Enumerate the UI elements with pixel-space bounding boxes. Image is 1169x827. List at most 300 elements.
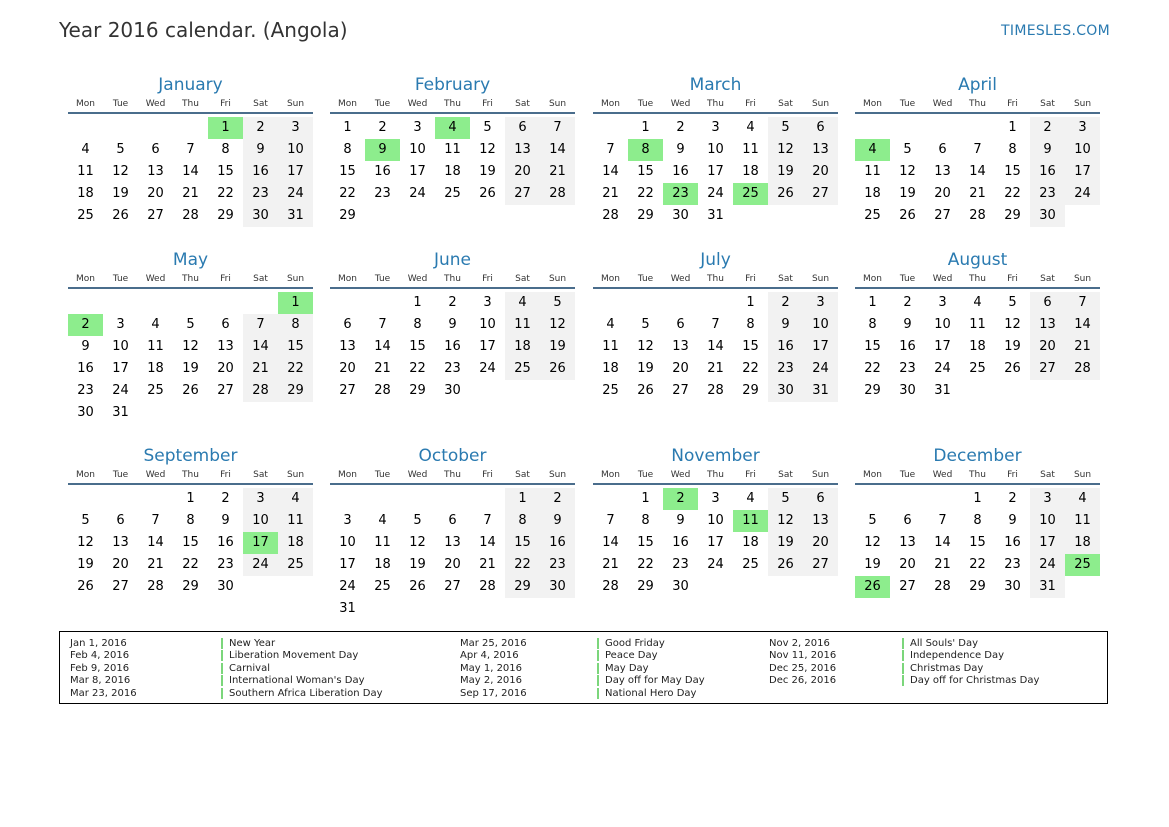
- day-cell: 25: [444, 186, 461, 201]
- day-cell: 31: [278, 205, 313, 227]
- empty-cell: [138, 117, 173, 139]
- day-cell: 6: [803, 117, 838, 139]
- empty-cell: [593, 292, 628, 314]
- day-cell: 1: [505, 488, 540, 510]
- day-cell: 4: [81, 142, 90, 157]
- day-cell: 7: [711, 317, 720, 332]
- day-cell: 9: [81, 339, 90, 354]
- day-cell: 26: [899, 208, 916, 223]
- day-cell: 16: [374, 164, 391, 179]
- day-cell: 5: [868, 513, 877, 528]
- day-cell: 9: [365, 139, 400, 161]
- day-cell: 9: [540, 510, 575, 532]
- day-cell: 2: [1008, 491, 1017, 506]
- day-cell: 28: [147, 579, 164, 594]
- day-cell: 16: [768, 336, 803, 358]
- day-cell: 15: [409, 339, 426, 354]
- day-cell: 18: [742, 164, 759, 179]
- holiday-name: Independence Day: [902, 650, 1004, 661]
- month-name: May: [172, 250, 209, 270]
- day-cell: 23: [217, 557, 234, 572]
- empty-cell: [173, 117, 208, 139]
- day-cell: 3: [711, 491, 720, 506]
- day-cell: 12: [768, 510, 803, 532]
- day-cell: 29: [742, 383, 759, 398]
- weekday-label: Sun: [286, 274, 305, 284]
- day-cell: 13: [505, 139, 540, 161]
- holiday-name: Carnival: [221, 663, 270, 674]
- day-cell: 26: [768, 554, 803, 576]
- day-cell: 7: [151, 513, 160, 528]
- empty-cell: [1065, 205, 1100, 227]
- day-cell: 1: [186, 491, 195, 506]
- day-cell: 11: [374, 535, 391, 550]
- day-cell: 24: [1030, 554, 1065, 576]
- day-cell: 3: [938, 295, 947, 310]
- day-cell: 16: [444, 339, 461, 354]
- empty-cell: [103, 117, 138, 139]
- day-cell: 3: [116, 317, 125, 332]
- empty-cell: [138, 402, 173, 424]
- empty-cell: [855, 488, 890, 510]
- day-cell: 28: [182, 208, 199, 223]
- day-cell: 21: [1065, 336, 1100, 358]
- day-cell: 31: [707, 208, 724, 223]
- empty-cell: [733, 576, 768, 598]
- holiday-name: Peace Day: [597, 650, 658, 661]
- weekday-label: Fri: [220, 470, 231, 480]
- day-cell: 30: [768, 380, 803, 402]
- weekday-label: Sun: [811, 274, 830, 284]
- day-cell: 30: [540, 576, 575, 598]
- day-cell: 31: [112, 405, 129, 420]
- day-cell: 2: [540, 488, 575, 510]
- weekday-label: Mon: [863, 99, 882, 109]
- day-cell: 26: [540, 358, 575, 380]
- empty-cell: [435, 598, 470, 620]
- day-cell: 30: [217, 579, 234, 594]
- weekday-label: Sat: [1040, 470, 1055, 480]
- day-cell: 19: [479, 164, 496, 179]
- empty-cell: [960, 380, 995, 402]
- day-cell: 14: [602, 164, 619, 179]
- day-cell: 2: [221, 491, 230, 506]
- weekday-label: Tue: [374, 99, 391, 109]
- day-cell: 17: [1065, 161, 1100, 183]
- month-august: [855, 249, 1100, 402]
- empty-cell: [68, 292, 103, 314]
- day-cell: 13: [803, 510, 838, 532]
- weekday-label: Wed: [407, 274, 428, 284]
- day-cell: 6: [803, 488, 838, 510]
- holiday-date: Feb 9, 2016: [70, 662, 130, 674]
- day-cell: 27: [1030, 358, 1065, 380]
- weekday-label: Fri: [745, 99, 756, 109]
- holiday-name: Day off for May Day: [597, 675, 705, 686]
- weekday-label: Tue: [637, 470, 654, 480]
- empty-cell: [208, 402, 243, 424]
- day-cell: 28: [540, 183, 575, 205]
- day-cell: 1: [641, 491, 650, 506]
- weekday-label: Sat: [1040, 274, 1055, 284]
- day-cell: 16: [217, 535, 234, 550]
- day-cell: 4: [435, 117, 470, 139]
- month-name: November: [671, 446, 760, 466]
- day-cell: 15: [1004, 164, 1021, 179]
- day-cell: 20: [934, 186, 951, 201]
- day-cell: 10: [278, 139, 313, 161]
- month-name: August: [947, 250, 1008, 270]
- weekday-header: [68, 96, 313, 114]
- day-cell: 22: [409, 361, 426, 376]
- empty-cell: [68, 117, 103, 139]
- day-cell: 18: [77, 186, 94, 201]
- day-cell: 13: [444, 535, 461, 550]
- month-november: [593, 445, 838, 598]
- day-cell: 26: [409, 579, 426, 594]
- weekday-label: Sat: [253, 99, 268, 109]
- day-cell: 12: [540, 314, 575, 336]
- day-cell: 10: [339, 535, 356, 550]
- day-cell: 13: [217, 339, 234, 354]
- day-cell: 16: [1030, 161, 1065, 183]
- day-cell: 12: [1004, 317, 1021, 332]
- weekday-label: Wed: [670, 470, 691, 480]
- empty-cell: [400, 205, 435, 227]
- day-cell: 28: [707, 383, 724, 398]
- day-cell: 7: [1065, 292, 1100, 314]
- day-cell: 19: [112, 186, 129, 201]
- empty-cell: [803, 205, 838, 227]
- day-cell: 17: [707, 164, 724, 179]
- day-cell: 14: [182, 164, 199, 179]
- day-cell: 31: [339, 601, 356, 616]
- day-cell: 29: [637, 208, 654, 223]
- weekday-header: [330, 96, 575, 114]
- weekday-label: Sun: [1073, 99, 1092, 109]
- day-cell: 29: [969, 579, 986, 594]
- day-cell: 12: [77, 535, 94, 550]
- day-cell: 26: [1004, 361, 1021, 376]
- weekday-label: Sun: [1073, 274, 1092, 284]
- days-grid: [855, 488, 1100, 598]
- day-cell: 28: [934, 579, 951, 594]
- weekday-label: Sat: [515, 99, 530, 109]
- day-cell: 9: [243, 139, 278, 161]
- day-cell: 29: [505, 576, 540, 598]
- weekday-label: Wed: [407, 470, 428, 480]
- day-cell: 5: [81, 513, 90, 528]
- day-cell: 14: [479, 535, 496, 550]
- day-cell: 1: [868, 295, 877, 310]
- month-name: June: [433, 250, 472, 270]
- day-cell: 12: [182, 339, 199, 354]
- empty-cell: [365, 598, 400, 620]
- holiday-date: Feb 4, 2016: [70, 650, 130, 662]
- day-cell: 12: [899, 164, 916, 179]
- day-cell: 14: [243, 336, 278, 358]
- weekday-label: Thu: [969, 274, 986, 284]
- day-cell: 3: [243, 488, 278, 510]
- holiday-name: Southern Africa Liberation Day: [221, 688, 383, 699]
- day-cell: 30: [243, 205, 278, 227]
- day-cell: 11: [505, 314, 540, 336]
- holiday-date: Sep 17, 2016: [460, 687, 527, 699]
- day-cell: 11: [742, 142, 759, 157]
- day-cell: 17: [803, 336, 838, 358]
- holiday-date: May 2, 2016: [460, 675, 523, 687]
- empty-cell: [768, 205, 803, 227]
- day-cell: 18: [864, 186, 881, 201]
- day-cell: 28: [602, 208, 619, 223]
- day-cell: 23: [899, 361, 916, 376]
- days-grid: [330, 488, 575, 620]
- weekday-label: Tue: [374, 470, 391, 480]
- day-cell: 15: [278, 336, 313, 358]
- day-cell: 6: [116, 513, 125, 528]
- empty-cell: [400, 488, 435, 510]
- day-cell: 1: [278, 292, 313, 314]
- day-cell: 24: [934, 361, 951, 376]
- day-cell: 11: [969, 317, 986, 332]
- day-cell: 26: [182, 383, 199, 398]
- day-cell: 25: [505, 358, 540, 380]
- day-cell: 13: [899, 535, 916, 550]
- day-cell: 27: [444, 579, 461, 594]
- weekday-label: Thu: [969, 99, 986, 109]
- day-cell: 7: [938, 513, 947, 528]
- day-cell: 4: [746, 491, 755, 506]
- day-cell: 16: [1004, 535, 1021, 550]
- weekday-label: Tue: [637, 99, 654, 109]
- day-cell: 13: [112, 535, 129, 550]
- month-march: [593, 74, 838, 227]
- day-cell: 4: [746, 120, 755, 135]
- day-cell: 13: [339, 339, 356, 354]
- day-cell: 15: [637, 535, 654, 550]
- day-cell: 25: [147, 383, 164, 398]
- day-cell: 9: [768, 314, 803, 336]
- day-cell: 30: [1004, 579, 1021, 594]
- empty-cell: [103, 488, 138, 510]
- day-cell: 3: [803, 292, 838, 314]
- day-cell: 5: [413, 513, 422, 528]
- month-april: [855, 74, 1100, 227]
- day-cell: 2: [903, 295, 912, 310]
- day-cell: 28: [1065, 358, 1100, 380]
- weekday-header: [330, 271, 575, 289]
- day-cell: 14: [707, 339, 724, 354]
- weekday-header: [855, 271, 1100, 289]
- weekday-label: Mon: [76, 274, 95, 284]
- weekday-header: [593, 271, 838, 289]
- day-cell: 12: [768, 139, 803, 161]
- day-cell: 4: [1065, 488, 1100, 510]
- weekday-label: Fri: [220, 99, 231, 109]
- day-cell: 13: [672, 339, 689, 354]
- day-cell: 3: [483, 295, 492, 310]
- empty-cell: [470, 598, 505, 620]
- day-cell: 20: [803, 532, 838, 554]
- day-cell: 18: [147, 361, 164, 376]
- day-cell: 20: [339, 361, 356, 376]
- day-cell: 6: [448, 513, 457, 528]
- day-cell: 18: [969, 339, 986, 354]
- empty-cell: [243, 292, 278, 314]
- day-cell: 8: [413, 317, 422, 332]
- holiday-date: May 1, 2016: [460, 662, 523, 674]
- empty-cell: [960, 117, 995, 139]
- day-cell: 12: [637, 339, 654, 354]
- day-cell: 8: [628, 139, 663, 161]
- days-grid: [68, 117, 313, 227]
- day-cell: 22: [278, 358, 313, 380]
- empty-cell: [628, 292, 663, 314]
- weekday-label: Mon: [338, 470, 357, 480]
- day-cell: 5: [641, 317, 650, 332]
- day-cell: 15: [339, 164, 356, 179]
- day-cell: 6: [221, 317, 230, 332]
- day-cell: 29: [1004, 208, 1021, 223]
- day-cell: 9: [676, 513, 685, 528]
- day-cell: 27: [339, 383, 356, 398]
- day-cell: 26: [77, 579, 94, 594]
- weekday-label: Thu: [182, 99, 199, 109]
- weekday-label: Tue: [112, 470, 129, 480]
- day-cell: 20: [803, 161, 838, 183]
- day-cell: 5: [768, 488, 803, 510]
- day-cell: 23: [1030, 183, 1065, 205]
- empty-cell: [505, 380, 540, 402]
- day-cell: 8: [186, 513, 195, 528]
- site-link[interactable]: TIMESLES.COM: [1001, 23, 1110, 39]
- day-cell: 23: [768, 358, 803, 380]
- day-cell: 4: [151, 317, 160, 332]
- day-cell: 19: [540, 336, 575, 358]
- holiday-name: New Year: [221, 638, 275, 649]
- day-cell: 18: [742, 535, 759, 550]
- day-cell: 22: [505, 554, 540, 576]
- day-cell: 2: [676, 120, 685, 135]
- weekday-label: Thu: [707, 99, 724, 109]
- day-cell: 2: [243, 117, 278, 139]
- days-grid: [593, 292, 838, 402]
- empty-cell: [995, 380, 1030, 402]
- day-cell: 2: [768, 292, 803, 314]
- weekday-label: Fri: [482, 274, 493, 284]
- weekday-label: Sun: [811, 99, 830, 109]
- holiday-legend: [59, 631, 1108, 704]
- day-cell: 11: [77, 164, 94, 179]
- weekday-label: Wed: [670, 99, 691, 109]
- empty-cell: [470, 488, 505, 510]
- weekday-label: Sun: [811, 470, 830, 480]
- day-cell: 25: [602, 383, 619, 398]
- day-cell: 9: [448, 317, 457, 332]
- day-cell: 15: [864, 339, 881, 354]
- day-cell: 25: [374, 579, 391, 594]
- day-cell: 29: [182, 579, 199, 594]
- day-cell: 6: [505, 117, 540, 139]
- day-cell: 24: [707, 186, 724, 201]
- empty-cell: [540, 205, 575, 227]
- day-cell: 7: [186, 142, 195, 157]
- weekday-label: Thu: [707, 274, 724, 284]
- day-cell: 24: [803, 358, 838, 380]
- day-cell: 4: [606, 317, 615, 332]
- day-cell: 9: [903, 317, 912, 332]
- day-cell: 25: [969, 361, 986, 376]
- day-cell: 2: [68, 314, 103, 336]
- weekday-label: Wed: [407, 99, 428, 109]
- weekday-label: Sun: [1073, 470, 1092, 480]
- day-cell: 3: [278, 117, 313, 139]
- day-cell: 7: [243, 314, 278, 336]
- weekday-label: Sat: [253, 274, 268, 284]
- weekday-label: Tue: [374, 274, 391, 284]
- day-cell: 3: [711, 120, 720, 135]
- weekday-label: Tue: [637, 274, 654, 284]
- day-cell: 9: [1030, 139, 1065, 161]
- month-july: [593, 249, 838, 402]
- day-cell: 27: [899, 579, 916, 594]
- day-cell: 19: [899, 186, 916, 201]
- day-cell: 24: [243, 554, 278, 576]
- day-cell: 23: [243, 183, 278, 205]
- weekday-label: Thu: [444, 99, 461, 109]
- day-cell: 10: [479, 317, 496, 332]
- day-cell: 10: [112, 339, 129, 354]
- weekday-label: Sun: [548, 470, 567, 480]
- empty-cell: [330, 292, 365, 314]
- weekday-label: Mon: [863, 470, 882, 480]
- day-cell: 11: [278, 510, 313, 532]
- day-cell: 17: [112, 361, 129, 376]
- day-cell: 11: [1065, 510, 1100, 532]
- weekday-label: Wed: [932, 99, 953, 109]
- day-cell: 15: [182, 535, 199, 550]
- day-cell: 4: [855, 139, 890, 161]
- empty-cell: [698, 576, 733, 598]
- day-cell: 22: [864, 361, 881, 376]
- day-cell: 24: [339, 579, 356, 594]
- day-cell: 8: [746, 317, 755, 332]
- month-name: March: [689, 75, 742, 95]
- day-cell: 31: [934, 383, 951, 398]
- day-cell: 2: [378, 120, 387, 135]
- day-cell: 9: [221, 513, 230, 528]
- weekday-label: Thu: [182, 470, 199, 480]
- day-cell: 10: [707, 513, 724, 528]
- day-cell: 8: [221, 142, 230, 157]
- day-cell: 5: [768, 117, 803, 139]
- day-cell: 29: [409, 383, 426, 398]
- day-cell: 8: [278, 314, 313, 336]
- day-cell: 24: [479, 361, 496, 376]
- day-cell: 30: [77, 405, 94, 420]
- day-cell: 22: [637, 186, 654, 201]
- weekday-label: Wed: [145, 274, 166, 284]
- holiday-date: Mar 8, 2016: [70, 675, 131, 687]
- day-cell: 19: [409, 557, 426, 572]
- day-cell: 22: [339, 186, 356, 201]
- empty-cell: [208, 292, 243, 314]
- day-cell: 18: [1065, 532, 1100, 554]
- empty-cell: [890, 117, 925, 139]
- holiday-date: Mar 25, 2016: [460, 638, 527, 649]
- empty-cell: [925, 117, 960, 139]
- day-cell: 13: [147, 164, 164, 179]
